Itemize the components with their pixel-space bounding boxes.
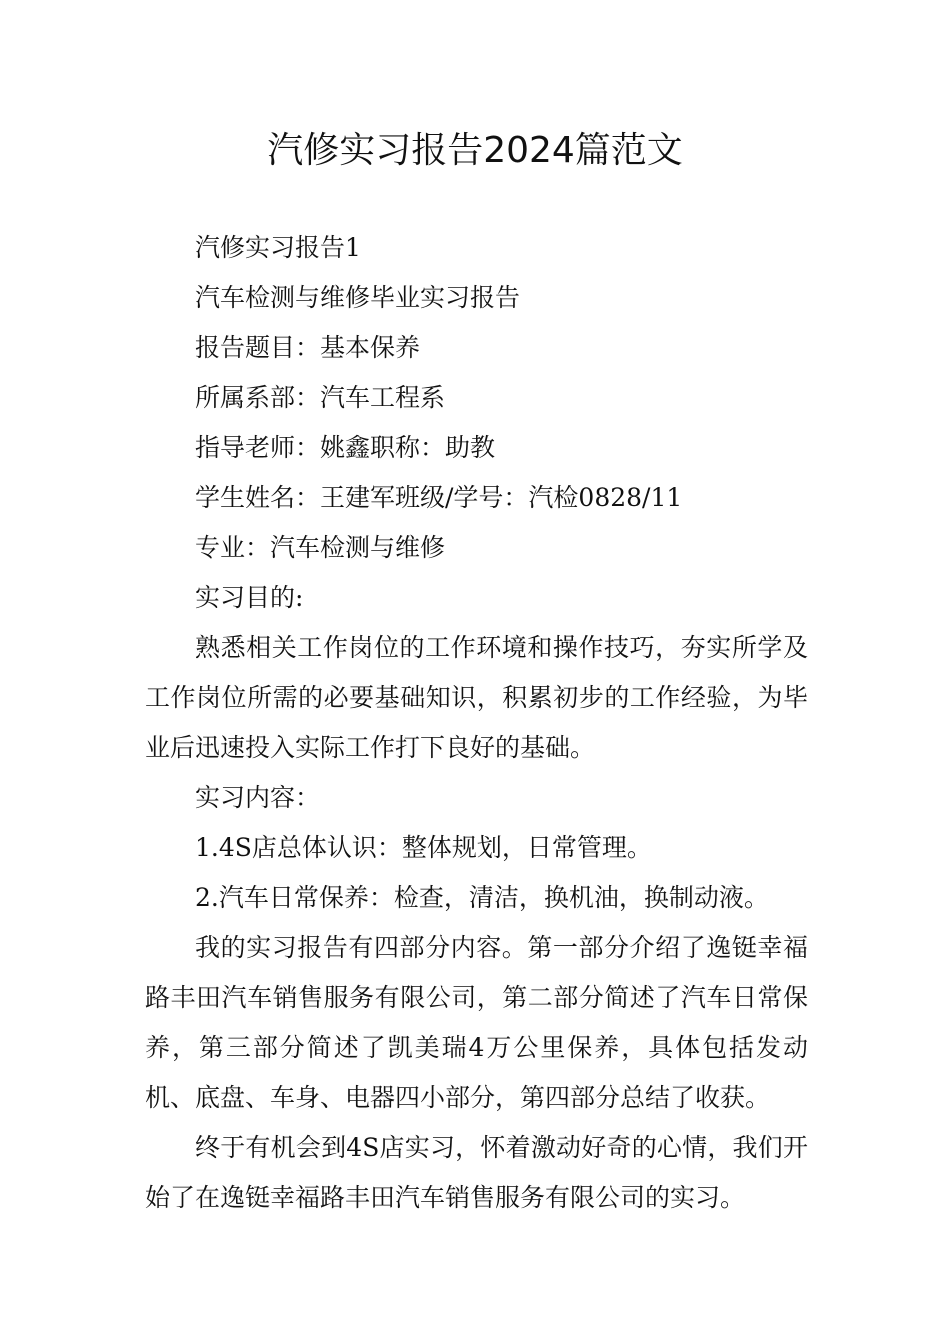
report-heading: 汽修实习报告1 [195, 233, 361, 262]
report-topic: 报告题目：基本保养 [195, 333, 421, 362]
overview-paragraph: 我的实习报告有四部分内容。第一部分介绍了逸铤幸福路丰田汽车销售服务有限公司，第二部分简述了汽车日常保养，第三部分简述了凯美瑞4万公里保养，具体包括发动机、底盘、车身、电器四小部分，第四部分总结了收获。 [145, 933, 808, 1112]
document-body [145, 223, 808, 1223]
report-student: 学生姓名：王建军班级/学号：汽检0828/11 [195, 483, 683, 512]
report-department: 所属系部：汽车工程系 [195, 383, 446, 412]
content-item-1: 1.4S店总体认识：整体规划，日常管理。 [195, 833, 652, 862]
report-subtitle: 汽车检测与维修毕业实习报告 [195, 283, 521, 312]
intro-paragraph: 终于有机会到4S店实习，怀着激动好奇的心情，我们开始了在逸铤幸福路丰田汽车销售服务有限公司的实习。 [145, 1133, 808, 1212]
purpose-paragraph: 熟悉相关工作岗位的工作环境和操作技巧，夯实所学及工作岗位所需的必要基础知识，积累初步的工作经验，为毕业后迅速投入实际工作打下良好的基础。 [145, 633, 808, 762]
report-advisor: 指导老师：姚鑫职称：助教 [195, 433, 496, 462]
report-major: 专业：汽车检测与维修 [195, 533, 446, 562]
section-content-heading: 实习内容： [195, 783, 321, 812]
document-title: 汽修实习报告2024篇范文 [267, 130, 683, 171]
section-purpose-heading: 实习目的: [195, 583, 304, 612]
content-item-2: 2.汽车日常保养：检查，清洁，换机油，换制动液。 [195, 883, 769, 912]
